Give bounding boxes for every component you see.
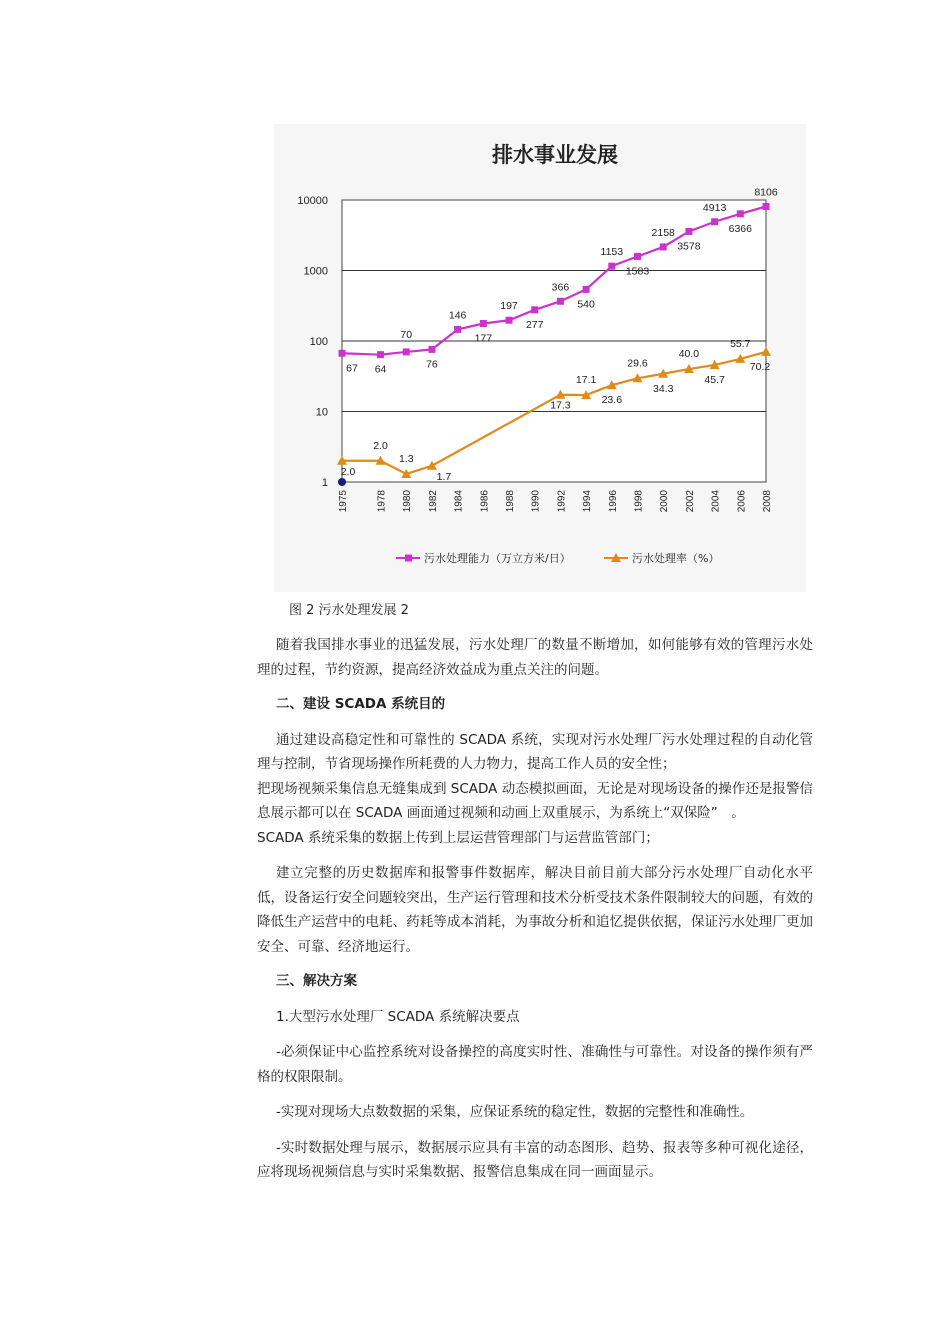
data-label: 70.2 [749,360,771,373]
x-tick-label: 1984 [453,490,465,513]
series-marker [339,350,346,357]
series-marker [685,228,692,235]
section-heading-3: 三、解决方案 [276,973,357,989]
x-tick-label: 1978 [376,490,388,513]
data-label: 277 [525,318,544,331]
series-marker [608,263,615,270]
x-tick-label: 1975 [338,490,349,513]
data-label: 23.6 [601,394,623,407]
paragraph-solution-title: 1.大型污水处理厂 SCADA 系统解决要点 [276,1008,520,1025]
x-tick-label: 2004 [710,490,722,513]
x-tick-label: 2000 [659,490,671,513]
data-label: 3578 [677,240,701,253]
series-marker [763,203,770,210]
paragraph-solution-3: -实时数据处理与展示，数据展示应具有丰富的动态图形、趋势、报表等多种可视化途径，应将现场视频信息与实时采集数据、报警信息集成在同一画面显示。 [257,1139,813,1180]
document-body [257,596,813,1185]
data-label: 29.6 [627,357,648,370]
legend-label: 污水处理能力（万立方米/日） [424,552,571,565]
y-tick-label: 1000 [303,265,328,278]
data-label: 2.0 [340,465,356,478]
series-marker [480,320,487,327]
series-marker [557,298,564,305]
x-tick-label: 1998 [633,490,645,513]
paragraph-intro: 随着我国排水事业的迅猛发展，污水处理厂的数量不断增加，如何能够有效的管理污水处理的过程，节约资源，提高经济效益成为重点关注的问题。 [257,637,813,678]
series-marker [737,210,744,217]
x-tick-label: 1994 [582,490,594,513]
data-label: 17.3 [550,399,571,412]
series-marker [711,218,718,225]
y-tick-label: 100 [309,336,328,348]
data-label: 1.3 [398,452,414,465]
series-marker [506,317,513,324]
series-marker [428,346,435,353]
y-tick-label: 10 [315,406,328,419]
y-tick-label: 10000 [297,195,328,207]
data-label: 1.7 [436,470,452,483]
x-tick-label: 1992 [556,490,568,513]
x-tick-label: 2006 [736,490,748,513]
data-label: 64 [374,363,387,376]
data-label: 8106 [754,186,778,199]
origin-point [338,478,346,486]
paragraph-solution-2: -实现对现场大点数数据的采集，应保证系统的稳定性，数据的完整性和准确性。 [276,1104,754,1120]
data-label: 4913 [702,201,727,214]
data-label: 6366 [728,222,752,235]
data-label: 76 [426,358,438,371]
paragraph-goal-2: 把现场视频采集信息无缝集成到 SCADA 动态模拟画面，无论是对现场设备的操作还是报警信息展示都可以在 SCADA 画面通过视频和动画上双重展示，为系统上“双保险” 。 [257,780,813,821]
data-label: 2158 [651,226,675,239]
figure-caption: 图 2 污水处理发展 2 [289,603,409,618]
chart-figure [274,124,806,592]
series-marker [583,286,590,293]
series-marker [531,306,538,313]
data-label: 45.7 [704,373,725,386]
data-label: 1153 [600,246,624,259]
data-label: 146 [448,309,467,322]
data-label: 177 [474,332,493,345]
data-label: 67 [346,362,358,375]
data-label: 2.0 [373,439,388,452]
series-marker [454,326,461,333]
section-heading-2: 二、建设 SCADA 系统目的 [276,696,446,712]
data-label: 40.0 [678,348,700,361]
paragraph-database: 建立完整的历史数据库和报警事件数据库，解决目前目前大部分污水处理厂自动化水平低，设备运行安全问题较突出，生产运行管理和技术分析受技术条件限制较大的问题，有效的降低生产运营中的电耗、药耗等成本消耗，为事故分析和追忆提供依据，保证污水处理厂更加安全、可靠、经济地运行。 [257,865,813,955]
data-label: 1583 [625,265,650,278]
series-marker [377,351,384,358]
x-tick-label: 1988 [505,490,517,513]
x-tick-label: 1990 [530,490,542,513]
x-tick-label: 1996 [607,490,619,513]
series-marker [403,348,410,355]
paragraph-goal-3: SCADA 系统采集的数据上传到上层运营管理部门与运营监管部门； [257,829,659,846]
data-label: 366 [551,281,570,294]
x-tick-label: 2008 [762,490,773,513]
data-label: 55.7 [730,337,751,350]
x-tick-label: 1980 [402,490,414,513]
data-label: 17.1 [575,374,597,387]
data-label: 34.3 [652,382,674,395]
series-marker [634,253,641,260]
x-tick-label: 1986 [479,490,491,513]
paragraph-solution-1: -必须保证中心监控系统对设备操控的高度实时性、准确性与可靠性。对设备的操作须有严格的权限限制。 [257,1044,813,1085]
data-label: 197 [500,300,518,313]
series-marker [660,243,667,250]
legend-label: 污水处理率（%） [632,552,720,565]
chart-title: 排水事业发展 [492,143,618,167]
chart-svg [274,124,806,592]
legend-marker [405,555,412,562]
data-label: 540 [577,298,595,311]
y-tick-label: 1 [321,477,328,489]
data-label: 70 [400,328,413,341]
x-tick-label: 2002 [684,490,696,513]
paragraph-goal-1: 通过建设高稳定性和可靠性的 SCADA 系统，实现对污水处理厂污水处理过程的自动化管理与控制，节省现场操作所耗费的人力物力，提高工作人员的安全性； [257,731,813,772]
x-tick-label: 1982 [427,490,439,513]
